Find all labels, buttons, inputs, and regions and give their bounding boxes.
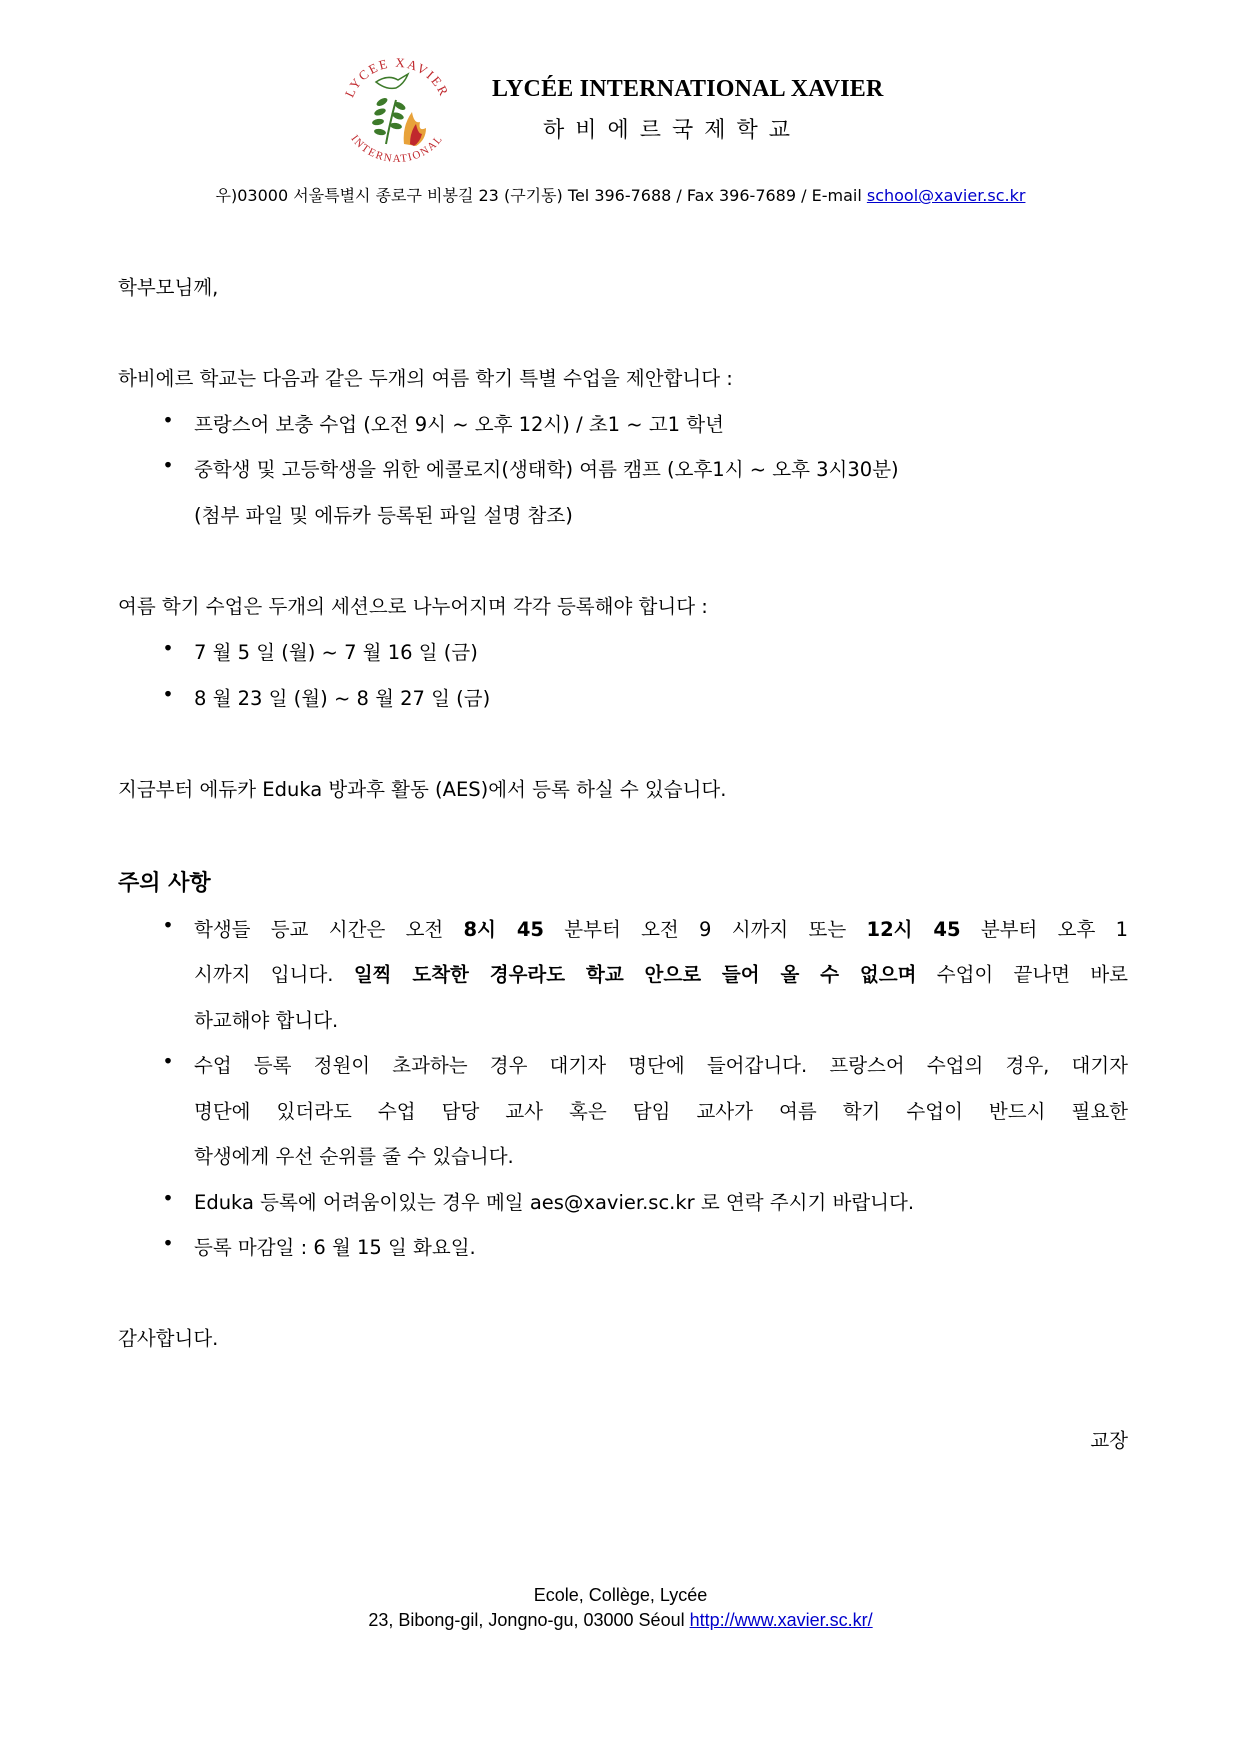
registration-paragraph: 지금부터 에듀카 Eduka 방과후 활동 (AES)에서 등록 하실 수 있습니다.	[118, 778, 727, 801]
notice-title: 주의 사항	[118, 871, 211, 896]
notice-1-line-2: 시까지 입니다. 일찍 도착한 경우라도 학교 안으로 들어 올 수 없으며 수업이 끝나면 바로	[194, 963, 1129, 986]
sessions-intro: 여름 학기 수업은 두개의 세션으로 나누어지며 각각 등록해야 합니다 :	[118, 595, 708, 618]
header-address	[0, 183, 1241, 206]
notice-3-text: Eduka 등록에 어려움이있는 경우 메일 aes@xavier.sc.kr 로 연락 주시기 바랍니다.	[194, 1191, 915, 1214]
logo-ring-text-bottom: INTERNATIONAL	[348, 132, 446, 164]
flame-icon	[404, 112, 426, 146]
bullet-icon: •	[162, 1187, 174, 1210]
footer-address	[0, 1610, 1241, 1631]
notice-1-line-1: 학생들 등교 시간은 오전 8시 45 분부터 오전 9 시까지 또는 12시 45 분부터 오후 1	[194, 918, 1129, 941]
footer-school-levels: Ecole, Collège, Lycée	[533, 1585, 708, 1605]
closing: 감사합니다.	[118, 1327, 219, 1350]
svg-text:INTERNATIONAL	[348, 133, 445, 164]
bullet-icon: •	[162, 637, 174, 660]
bullet-icon: •	[162, 914, 174, 937]
notice-2-line-3: 학생에게 우선 순위를 줄 수 있습니다.	[194, 1145, 514, 1168]
header-address-text: 우)03000 서울특별시 종로구 비봉길 23 (구기동) Tel 396-7688 / Fax 396-7689 / E-mail	[215, 186, 867, 205]
program-text: 중학생 및 고등학생을 위한 에콜로지(생태학) 여름 캠프 (오후1시 ~ 오후 3시30분)	[194, 458, 899, 481]
programs-note: (첨부 파일 및 에듀카 등록된 파일 설명 참조)	[194, 504, 573, 527]
program-text: 프랑스어 보충 수업 (오전 9시 ~ 오후 12시) / 초1 ~ 고1 학년	[194, 413, 724, 436]
bullet-icon: •	[162, 683, 174, 706]
dove-icon	[376, 74, 408, 88]
bullet-icon: •	[162, 409, 174, 432]
header-email-link[interactable]: school@xavier.sc.kr	[866, 186, 1026, 205]
signature: 교장	[1090, 1429, 1128, 1452]
school-logo-icon	[336, 52, 458, 164]
bullet-icon: •	[162, 1050, 174, 1073]
notice-1-line-3: 하교해야 합니다.	[194, 1009, 339, 1032]
notice-2-line-1: 수업 등록 정원이 초과하는 경우 대기자 명단에 들어갑니다. 프랑스어 수업의 경우, 대기자	[194, 1054, 1128, 1077]
olive-branch-icon	[372, 96, 407, 144]
session-text: 7 월 5 일 (월) ~ 7 월 16 일 (금)	[194, 641, 478, 664]
school-name: LYCÉE INTERNATIONAL XAVIER	[492, 76, 884, 102]
svg-text:LYCEE XAVIER	[342, 55, 453, 100]
notice-4-text: 등록 마감일 : 6 월 15 일 화요일.	[194, 1236, 476, 1259]
salutation: 학부모님께,	[118, 276, 219, 299]
footer-address-text: 23, Bibong-gil, Jongno-gu, 03000 Séoul	[368, 1610, 690, 1630]
session-text: 8 월 23 일 (월) ~ 8 월 27 일 (금)	[194, 687, 491, 710]
intro-paragraph: 하비에르 학교는 다음과 같은 두개의 여름 학기 특별 수업을 제안합니다 :	[118, 367, 733, 390]
school-name-korean: 하비에르국제학교	[543, 118, 802, 143]
logo-ring-text-top: LYCEE XAVIER	[341, 54, 453, 100]
bullet-icon: •	[162, 454, 174, 477]
notice-2-line-2: 명단에 있더라도 수업 담당 교사 혹은 담임 교사가 여름 학기 수업이 반드시 필요한	[194, 1100, 1128, 1123]
bullet-icon: •	[162, 1232, 174, 1255]
footer-website-link[interactable]: http://www.xavier.sc.kr/	[689, 1610, 873, 1630]
